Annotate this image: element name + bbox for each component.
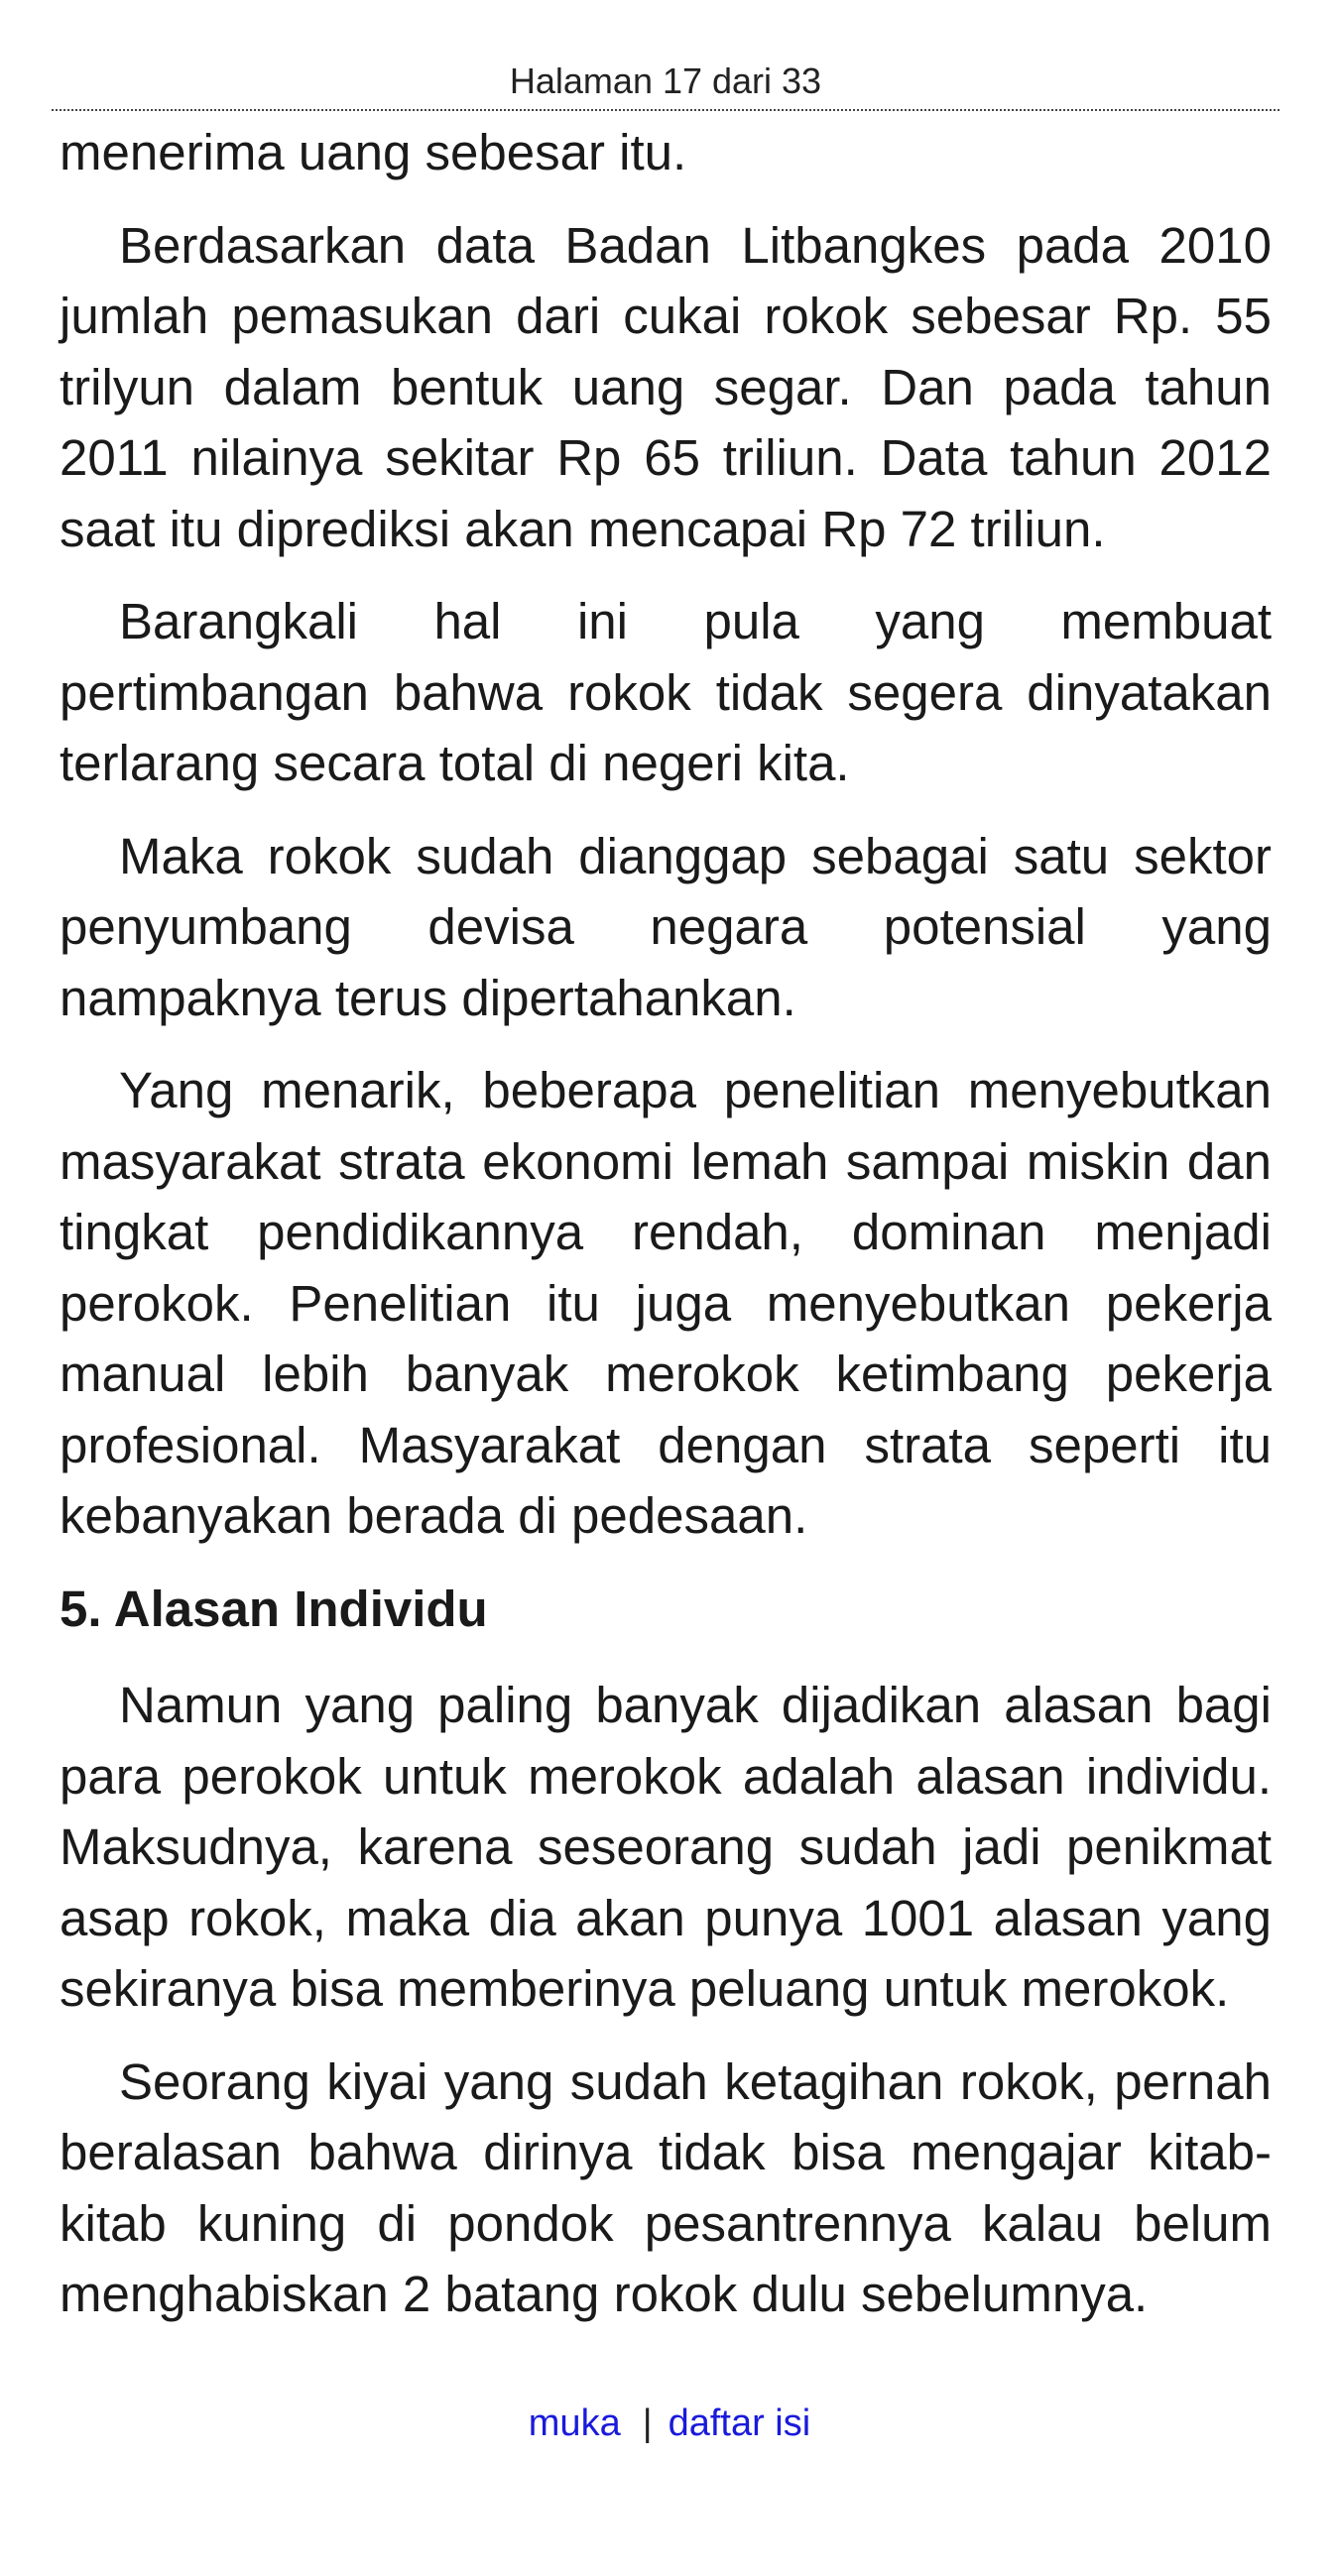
- paragraph: Yang menarik, beberapa penelitian menyebutkan masyarakat strata ekonomi lemah sampai miskin dan tingkat pendidikannya rendah, dominan menjadi perokok. Penelitian itu juga menyebutkan pekerja manual lebih banyak merokok ketimbang pekerja profesional. Masyarakat dengan strata seperti itu kebanyakan berada di pedesaan.: [60, 1062, 1272, 1544]
- paragraph: Namun yang paling banyak dijadikan alasan bagi para perokok untuk merokok adalah alasan individu. Maksudnya, karena seseorang sudah jadi penikmat asap rokok, maka dia akan punya 1001 alasan yang sekiranya bisa memberinya peluang untuk merokok.: [60, 1677, 1272, 2017]
- nav-separator: |: [642, 2402, 653, 2444]
- footer-navigation: [0, 2400, 1339, 2447]
- paragraph: Barangkali hal ini pula yang membuat pertimbangan bahwa rokok tidak segera dinyatakan terlarang secara total di negeri kita.: [60, 593, 1272, 791]
- page-header: [52, 59, 1279, 111]
- page-indicator: Halaman 17 dari 33: [509, 60, 822, 101]
- paragraph: Seorang kiyai yang sudah ketagihan rokok, pernah beralasan bahwa dirinya tidak bisa mengajar kitab-kitab kuning di pondok pesantrennya kalau belum menghabiskan 2 batang rokok dulu sebelumnya.: [60, 2052, 1272, 2322]
- document-body: [60, 117, 1272, 2352]
- table-of-contents-link[interactable]: daftar isi: [668, 2402, 811, 2444]
- paragraph-continuation: menerima uang sebesar itu.: [60, 124, 687, 180]
- paragraph: Maka rokok sudah dianggap sebagai satu sektor penyumbang devisa negara potensial yang nampaknya terus dipertahankan.: [60, 827, 1272, 1026]
- paragraph: Berdasarkan data Badan Litbangkes pada 2010 jumlah pemasukan dari cukai rokok sebesar Rp. 55 trilyun dalam bentuk uang segar. Dan pada tahun 2011 nilainya sekitar Rp 65 triliun. Data tahun 2012 saat itu diprediksi akan mencapai Rp 72 triliun.: [60, 216, 1272, 557]
- home-link[interactable]: muka: [528, 2402, 621, 2444]
- section-heading: 5. Alasan Individu: [60, 1580, 488, 1637]
